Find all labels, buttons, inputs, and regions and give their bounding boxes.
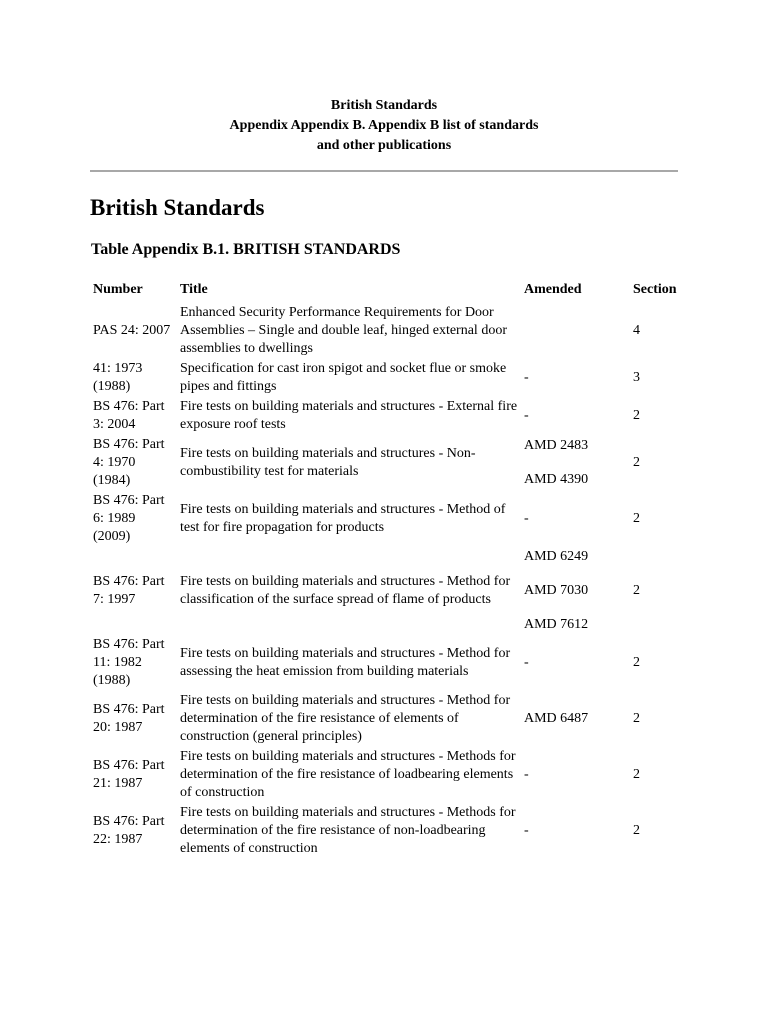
standard-amendments [523, 548, 625, 634]
table-row [92, 636, 684, 690]
standard-number: BS 476: Part 20: 1987 [93, 702, 165, 735]
standard-title: Fire tests on building materials and structures - Method for classification of the surface spread of flame of products [180, 574, 511, 607]
standard-section: 2 [633, 455, 640, 470]
amendment-item: AMD 2483 [524, 438, 589, 453]
header-title: British Standards [330, 98, 438, 113]
standard-title: Enhanced Security Performance Requirements for Door Assemblies – Single and double leaf, hinged external door assemblies to dwellings [180, 305, 507, 356]
standard-amendments [523, 692, 625, 746]
amendment-item: - [524, 408, 529, 423]
header-subtitle-line2: and other publications [316, 138, 452, 153]
standard-number: 41: 1973 (1988) [93, 361, 143, 394]
standard-section: 4 [633, 323, 640, 338]
table-header-row [92, 280, 684, 302]
amendment-item: - [524, 370, 529, 385]
standard-number: PAS 24: 2007 [93, 323, 171, 338]
amendment-item: - [524, 511, 529, 526]
standard-section: 2 [633, 711, 640, 726]
standard-title: Fire tests on building materials and structures - Method for determination of the fire resistance of elements of construction (general principles) [180, 693, 511, 744]
amendment-item: - [524, 767, 529, 782]
standard-amendments [523, 636, 625, 690]
amendment-item: AMD 6249 [524, 549, 589, 564]
amendment-item: AMD 7030 [524, 583, 589, 598]
standard-section: 2 [633, 767, 640, 782]
standard-amendments [523, 492, 625, 546]
standard-amendments [523, 360, 625, 396]
standard-section: 2 [633, 583, 640, 598]
standard-title: Specification for cast iron spigot and socket flue or smoke pipes and fittings [180, 361, 507, 394]
standard-number: BS 476: Part 11: 1982 (1988) [93, 637, 165, 688]
standard-number: BS 476: Part 22: 1987 [93, 814, 165, 847]
standard-title: Fire tests on building materials and structures - Non-combustibility test for materials [180, 446, 476, 479]
table-row [92, 304, 684, 358]
table-row [92, 804, 684, 858]
table-row [92, 748, 684, 802]
document-header [90, 96, 678, 156]
standard-number: BS 476: Part 7: 1997 [93, 574, 165, 607]
amendment-item: AMD 4390 [524, 472, 589, 487]
standard-number: BS 476: Part 4: 1970 (1984) [93, 437, 165, 488]
table-caption: Table Appendix B.1. BRITISH STANDARDS [91, 241, 401, 258]
standard-amendments [523, 398, 625, 434]
amendment-item: AMD 7612 [524, 617, 589, 632]
header-divider [90, 170, 678, 172]
table-row [92, 436, 684, 490]
amendment-item: AMD 6487 [524, 711, 589, 726]
standard-number: BS 476: Part 3: 2004 [93, 399, 165, 432]
standard-title: Fire tests on building materials and structures - Methods for determination of the fire resistance of non-loadbearing elements of construction [180, 805, 516, 856]
standard-section: 2 [633, 823, 640, 838]
standard-section: 3 [633, 370, 640, 385]
table-row [92, 492, 684, 546]
amendment-item: - [524, 655, 529, 670]
standard-number: BS 476: Part 6: 1989 (2009) [93, 493, 165, 544]
standard-amendments [523, 748, 625, 802]
standard-title: Fire tests on building materials and structures - External fire exposure roof tests [180, 399, 518, 432]
table-body [92, 304, 684, 858]
standard-section: 2 [633, 511, 640, 526]
column-header-title: Title [180, 282, 208, 297]
table-row [92, 548, 684, 634]
table-row [92, 398, 684, 434]
standard-number: BS 476: Part 21: 1987 [93, 758, 165, 791]
column-header-number: Number [93, 282, 143, 297]
standard-section: 2 [633, 655, 640, 670]
column-header-section: Section [633, 282, 677, 297]
standard-section: 2 [633, 408, 640, 423]
section-title: British Standards [90, 195, 265, 220]
standard-title: Fire tests on building materials and structures - Method for assessing the heat emission from building materials [180, 646, 511, 679]
column-header-amended: Amended [524, 282, 582, 297]
standard-amendments [523, 804, 625, 858]
standard-title: Fire tests on building materials and structures - Methods for determination of the fire resistance of loadbearing elements of construction [180, 749, 516, 800]
standards-table [90, 278, 686, 860]
table-row [92, 692, 684, 746]
amendment-item: - [524, 823, 529, 838]
table-row [92, 360, 684, 396]
standard-amendments [523, 304, 625, 358]
standard-amendments [523, 436, 625, 490]
header-subtitle-line1: Appendix Appendix B. Appendix B list of standards [229, 118, 539, 133]
standard-title: Fire tests on building materials and structures - Method of test for fire propagation for products [180, 502, 506, 535]
